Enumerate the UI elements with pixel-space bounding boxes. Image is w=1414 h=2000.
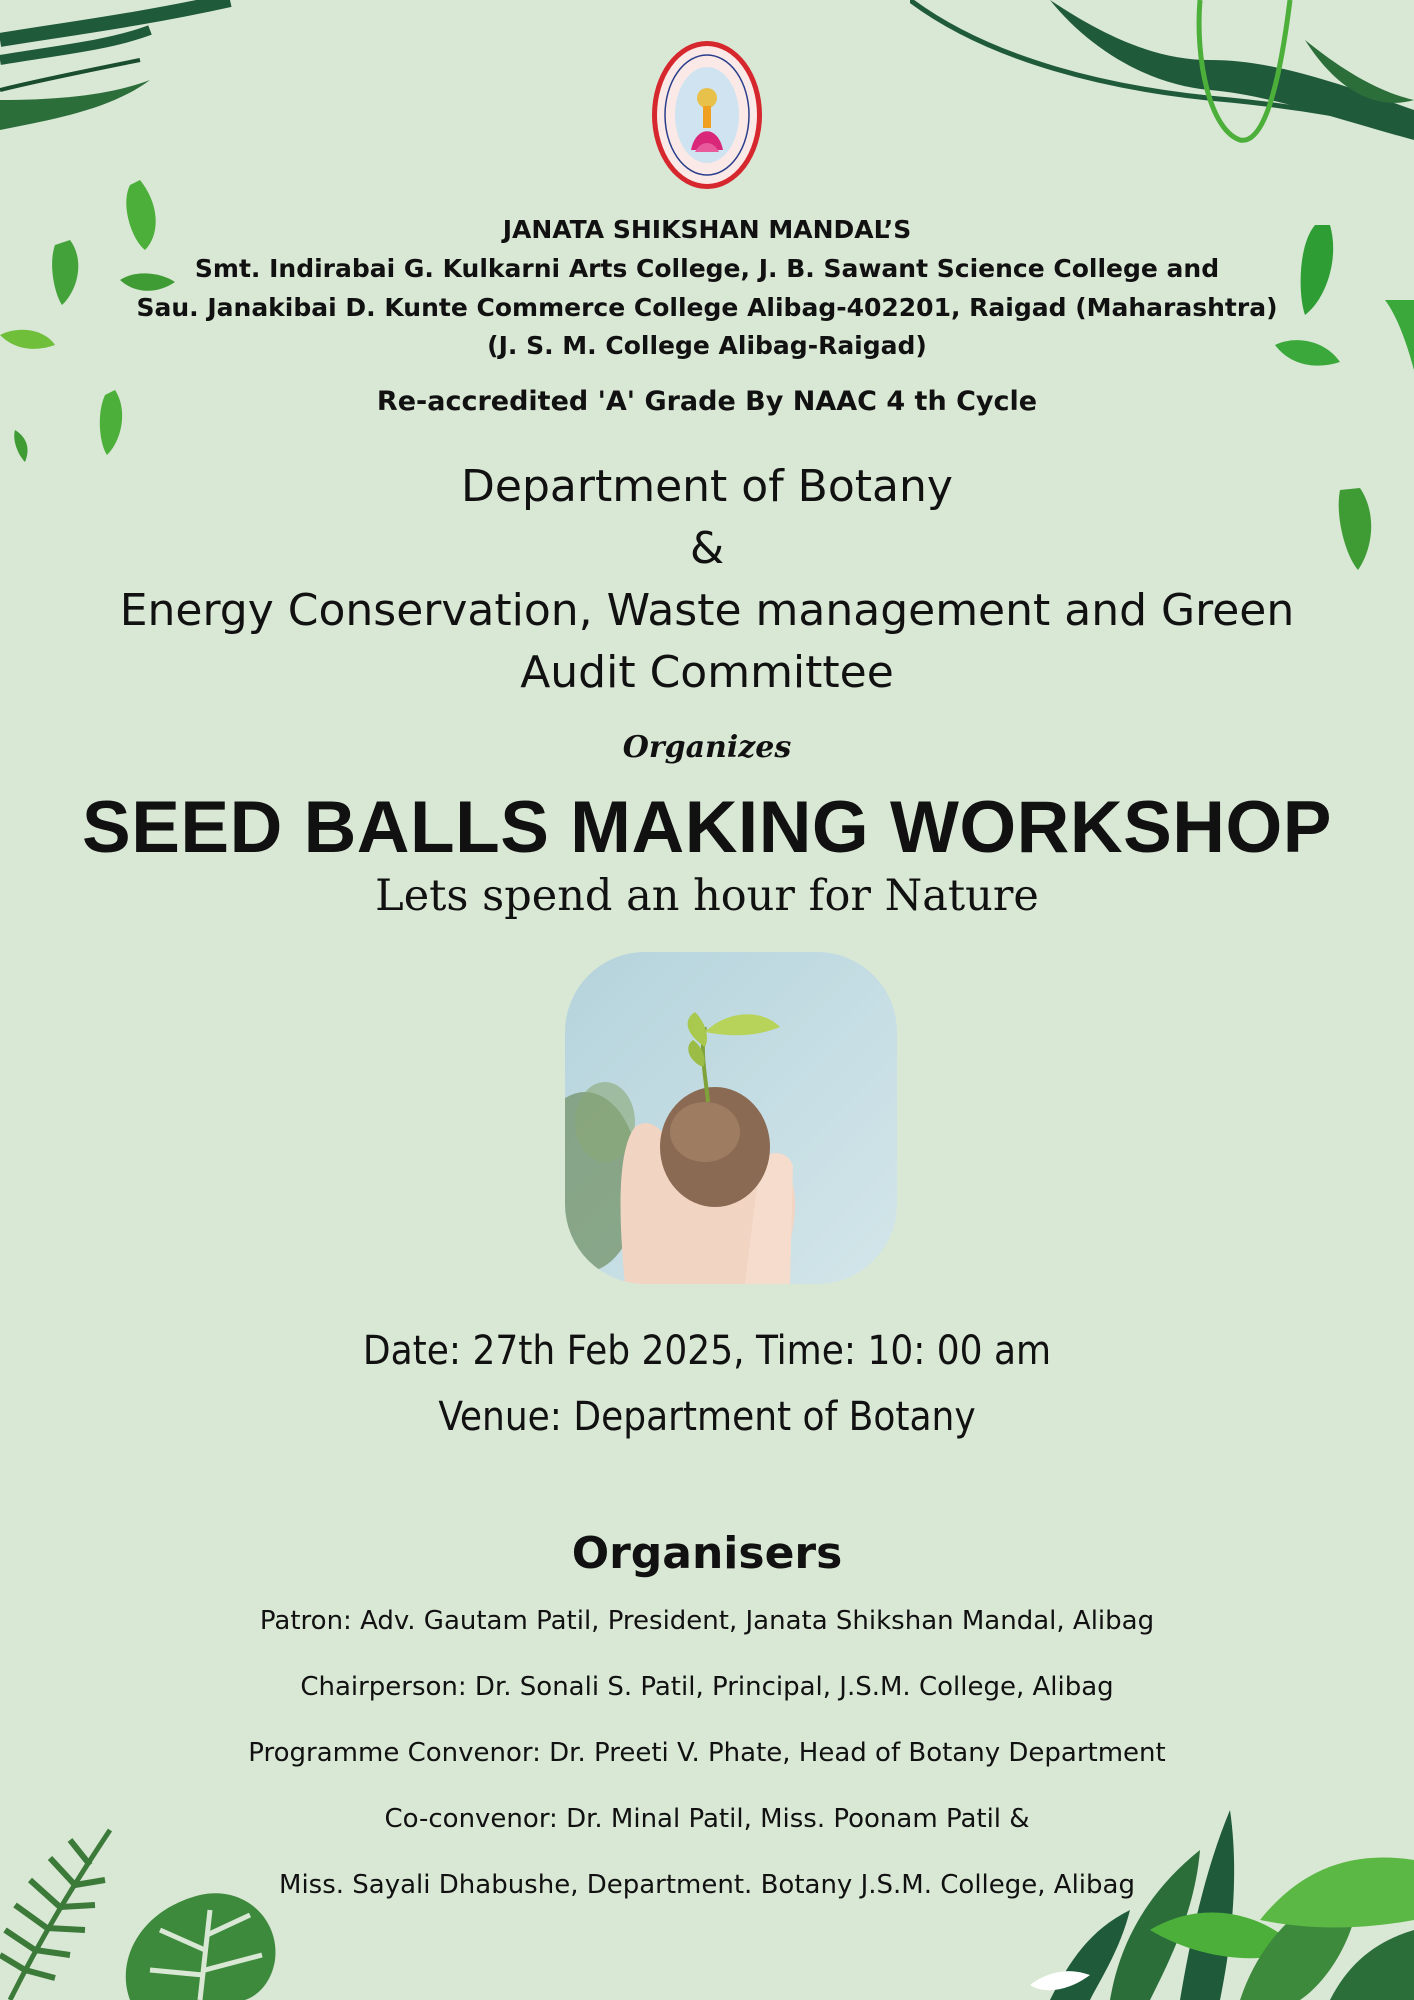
college-seal-logo — [651, 40, 763, 190]
college-short-name: (J. S. M. College Alibag-Raigad) — [487, 331, 927, 360]
event-datetime: Date: 27th Feb 2025, Time: 10: 00 am — [362, 1328, 1052, 1374]
organiser-coconvenor-line2: Miss. Sayali Dhabushe, Department. Botany J.S.M. College, Alibag — [279, 1870, 1135, 1900]
committee-line2: Audit Committee — [520, 647, 894, 698]
bottom-left-fern-illustration — [0, 1810, 290, 2000]
workshop-title: SEED BALLS MAKING WORKSHOP — [82, 787, 1332, 868]
department-botany: Department of Botany — [461, 461, 953, 512]
organiser-convenor: Programme Convenor: Dr. Preeti V. Phate, Head of Botany Department — [248, 1738, 1166, 1768]
naac-accreditation: Re-accredited 'A' Grade By NAAC 4 th Cycle — [376, 386, 1038, 417]
organisers-heading: Organisers — [571, 1528, 843, 1579]
ampersand: & — [689, 523, 725, 574]
organiser-chairperson: Chairperson: Dr. Sonali S. Patil, Principal, J.S.M. College, Alibag — [300, 1672, 1114, 1702]
workshop-tagline: Lets spend an hour for Nature — [375, 871, 1039, 921]
committee-line1: Energy Conservation, Waste management and Green — [119, 585, 1295, 636]
organiser-coconvenor-line1: Co-convenor: Dr. Minal Patil, Miss. Poonam Patil & — [384, 1804, 1030, 1834]
society-name: JANATA SHIKSHAN MANDAL’S — [502, 215, 912, 244]
college-name-line2: Sau. Janakibai D. Kunte Commerce College Alibag-402201, Raigad (Maharashtra) — [136, 293, 1278, 322]
organizes-label: Organizes — [622, 730, 792, 765]
college-name-line1: Smt. Indirabai G. Kulkarni Arts College, J. B. Sawant Science College and — [194, 254, 1220, 283]
seed-ball-photo — [565, 952, 897, 1284]
event-venue: Venue: Department of Botany — [438, 1394, 976, 1440]
organiser-patron: Patron: Adv. Gautam Patil, President, Janata Shikshan Mandal, Alibag — [259, 1606, 1155, 1636]
